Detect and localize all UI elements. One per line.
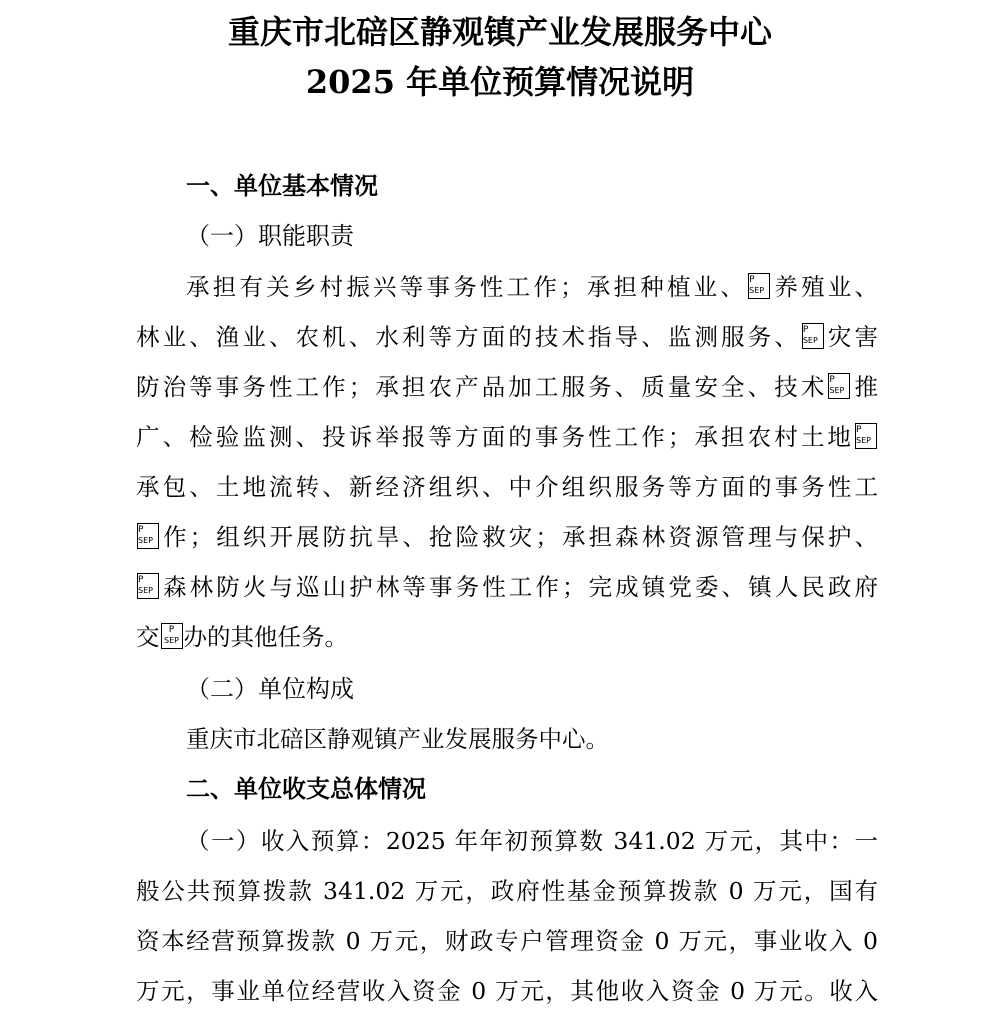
duties-line-1: 承担有关乡村振兴等事务性工作；承担种植业、 P SEP 养殖业、 xyxy=(186,273,879,301)
income-line-2: 般公共预算拨款 341.02 万元，政府性基金预算拨款 0 万元，国有 xyxy=(136,877,878,905)
income-line-3: 资本经营预算拨款 0 万元，财政专户管理资金 0 万元，事业收入 0 xyxy=(136,927,878,955)
sep-glyph-icon: P SEP xyxy=(748,273,770,299)
sep-glyph-icon: P SEP xyxy=(828,373,850,399)
section1-sub1-heading: （一）职能职责 xyxy=(186,222,354,250)
duties-line-6: P SEP 作；组织开展防抗旱、抢险救灾；承担森林资源管理与保护、 xyxy=(138,523,878,551)
sep-glyph-icon: P SEP xyxy=(137,523,159,549)
sep-glyph-icon: P SEP xyxy=(161,623,183,649)
section1-heading: 一、单位基本情况 xyxy=(186,171,378,200)
sep-glyph-icon: P SEP xyxy=(855,423,877,449)
duties-line-3: 防治等事务性工作；承担农产品加工服务、质量安全、技术 P SEP 推 xyxy=(136,373,879,401)
income-line-4: 万元，事业单位经营收入资金 0 万元，其他收入资金 0 万元。收入 xyxy=(136,977,878,1005)
sep-glyph-icon: P SEP xyxy=(137,573,159,599)
duties-line-5: 承包、土地流转、新经济组织、中介组织服务等方面的事务性工 xyxy=(136,473,878,501)
sep-glyph-icon: P SEP xyxy=(802,323,824,349)
duties-line-7: P SEP 森林防火与巡山护林等事务性工作；完成镇党委、镇人民政府 xyxy=(138,573,878,601)
duties-line-2: 林业、渔业、农机、水利等方面的技术指导、监测服务、 P SEP 灾害 xyxy=(136,323,879,351)
section1-sub2-heading: （二）单位构成 xyxy=(186,675,354,703)
unit-composition-text: 重庆市北碚区静观镇产业发展服务中心。 xyxy=(186,725,609,753)
income-line-1: （一）收入预算：2025 年年初预算数 341.02 万元，其中：一 xyxy=(186,827,878,855)
section2-heading: 二、单位收支总体情况 xyxy=(186,774,426,803)
duties-line-8: 交 P SEP 办的其他任务。 xyxy=(136,623,348,651)
duties-line-4: 广、检验监测、投诉举报等方面的事务性工作；承担农村土地 P SEP xyxy=(136,422,878,452)
document-title-line2: 2025 年单位预算情况说明 xyxy=(305,63,695,101)
document-title-line1: 重庆市北碚区静观镇产业发展服务中心 xyxy=(227,13,772,51)
